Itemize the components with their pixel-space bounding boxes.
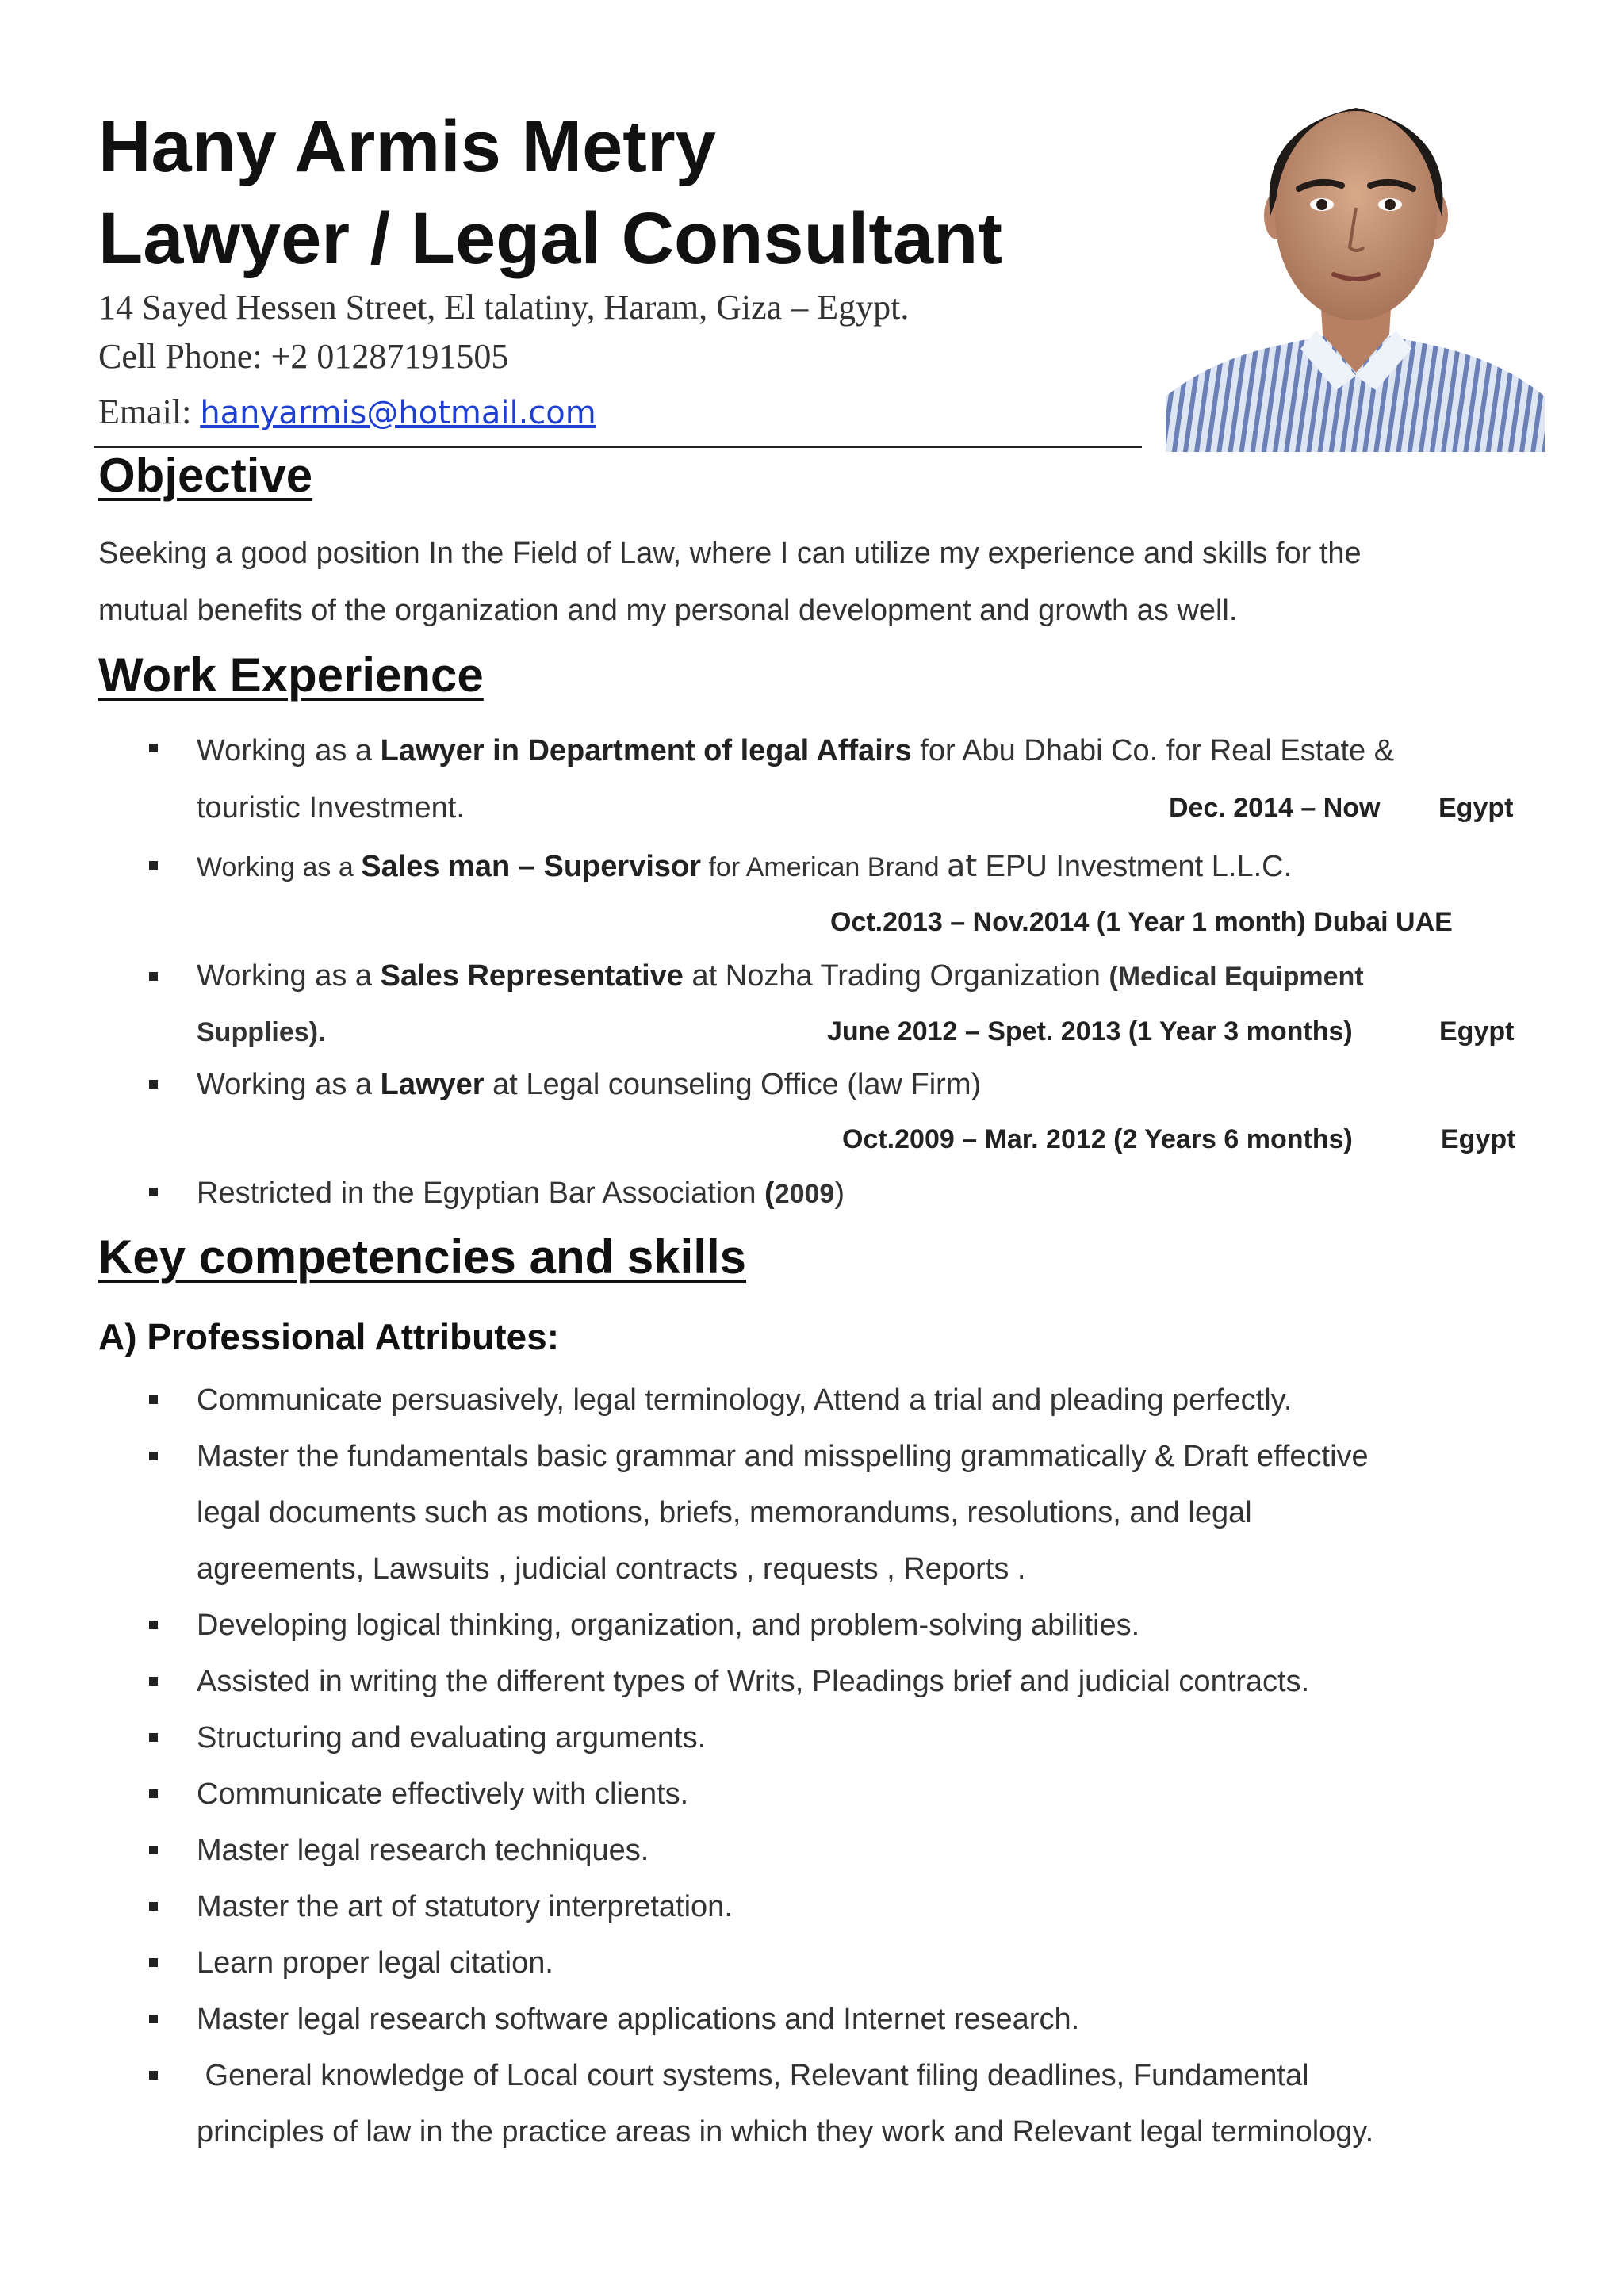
objective-line-2: mutual benefits of the organization and my personal development and growth as well.: [98, 594, 1238, 627]
job-4-date: Oct.2009 – Mar. 2012 (2 Years 6 months): [842, 1124, 1353, 1154]
skill-line: agreements, Lawsuits , judicial contracts , requests , Reports .: [197, 1552, 1026, 1586]
candidate-name: Hany Armis Metry: [98, 106, 716, 187]
profile-photo: [1166, 97, 1545, 452]
square-bullet-icon: [149, 1395, 158, 1404]
email-label: Email:: [98, 392, 201, 431]
job-3-cont: Supplies).: [197, 1017, 326, 1047]
skill-line: Communicate persuasively, legal terminology, Attend a trial and pleading perfectly.: [197, 1383, 1293, 1417]
skill-line: principles of law in the practice areas in which they work and Relevant legal terminology.: [197, 2115, 1374, 2149]
square-bullet-icon: [149, 1846, 158, 1854]
skill-line: General knowledge of Local court systems, Relevant filing deadlines, Fundamental: [197, 2059, 1309, 2092]
job-3-line: Working as a Sales Representative at Nozha Trading Organization (Medical Equipment: [197, 959, 1364, 993]
work-experience-heading: Work Experience: [98, 649, 484, 702]
skill-line: Developing logical thinking, organization, and problem-solving abilities.: [197, 1609, 1140, 1642]
email-link[interactable]: hanyarmis@hotmail.com: [200, 395, 596, 431]
objective-line-1: Seeking a good position In the Field of Law, where I can utilize my experience and skills for the: [98, 537, 1362, 570]
skill-line: Master legal research techniques.: [197, 1834, 649, 1867]
skill-line: Communicate effectively with clients.: [197, 1777, 689, 1811]
email-row: [98, 390, 596, 435]
square-bullet-icon: [149, 972, 158, 981]
job-2-date: Oct.2013 – Nov.2014 (1 Year 1 month) Dubai UAE: [830, 907, 1453, 937]
skill-line: Learn proper legal citation.: [197, 1946, 553, 1980]
skill-line: Structuring and evaluating arguments.: [197, 1721, 707, 1755]
square-bullet-icon: [149, 1621, 158, 1629]
job-1-role: Lawyer in Department of legal Affairs: [380, 734, 912, 767]
professional-attributes-heading: A) Professional Attributes:: [98, 1316, 560, 1357]
skill-line: Master the fundamentals basic grammar and misspelling grammatically & Draft effective: [197, 1440, 1369, 1473]
job-4-line: Working as a Lawyer at Legal counseling Office (law Firm): [197, 1068, 982, 1101]
square-bullet-icon: [149, 1677, 158, 1686]
candidate-title: Lawyer / Legal Consultant: [98, 198, 1002, 279]
square-bullet-icon: [149, 1080, 158, 1089]
objective-heading: Objective: [98, 449, 313, 502]
job-3-place: Egypt: [1439, 1016, 1515, 1047]
job-4-place: Egypt: [1441, 1124, 1516, 1154]
square-bullet-icon: [149, 1188, 158, 1196]
job-1-date: Dec. 2014 – Now: [1169, 793, 1381, 823]
skill-line: Master legal research software applications and Internet research.: [197, 2003, 1080, 2036]
job-1-cont: touristic Investment.: [197, 791, 465, 825]
square-bullet-icon: [149, 1789, 158, 1798]
address: 14 Sayed Hessen Street, El talatiny, Haram, Giza – Egypt.: [98, 288, 910, 327]
job-2-line: Working as a Sales man – Supervisor for American Brand at EPU Investment L.L.C.: [197, 848, 1293, 883]
square-bullet-icon: [149, 1902, 158, 1911]
skill-line: Assisted in writing the different types of Writs, Pleadings brief and judicial contracts.: [197, 1665, 1310, 1698]
job-3-date: June 2012 – Spet. 2013 (1 Year 3 months): [827, 1016, 1353, 1047]
skill-line: legal documents such as motions, briefs, memorandums, resolutions, and legal: [197, 1496, 1252, 1529]
job-4-role: Lawyer: [380, 1068, 485, 1101]
job-1-place: Egypt: [1438, 793, 1514, 823]
job-2-role: Sales man – Supervisor: [361, 850, 702, 883]
phone: Cell Phone: +2 01287191505: [98, 337, 509, 376]
skills-heading: Key competencies and skills: [98, 1230, 747, 1284]
job-1-line: Working as a Lawyer in Department of legal Affairs for Abu Dhabi Co. for Real Estate &: [197, 734, 1395, 767]
square-bullet-icon: [149, 2015, 158, 2023]
square-bullet-icon: [149, 2071, 158, 2080]
square-bullet-icon: [149, 1733, 158, 1742]
square-bullet-icon: [149, 861, 158, 870]
square-bullet-icon: [149, 744, 158, 752]
skill-line: Master the art of statutory interpretation.: [197, 1890, 733, 1923]
bar-association-line: Restricted in the Egyptian Bar Association (2009): [197, 1177, 845, 1210]
square-bullet-icon: [149, 1452, 158, 1460]
square-bullet-icon: [149, 1958, 158, 1967]
job-3-role: Sales Representative: [380, 959, 684, 993]
